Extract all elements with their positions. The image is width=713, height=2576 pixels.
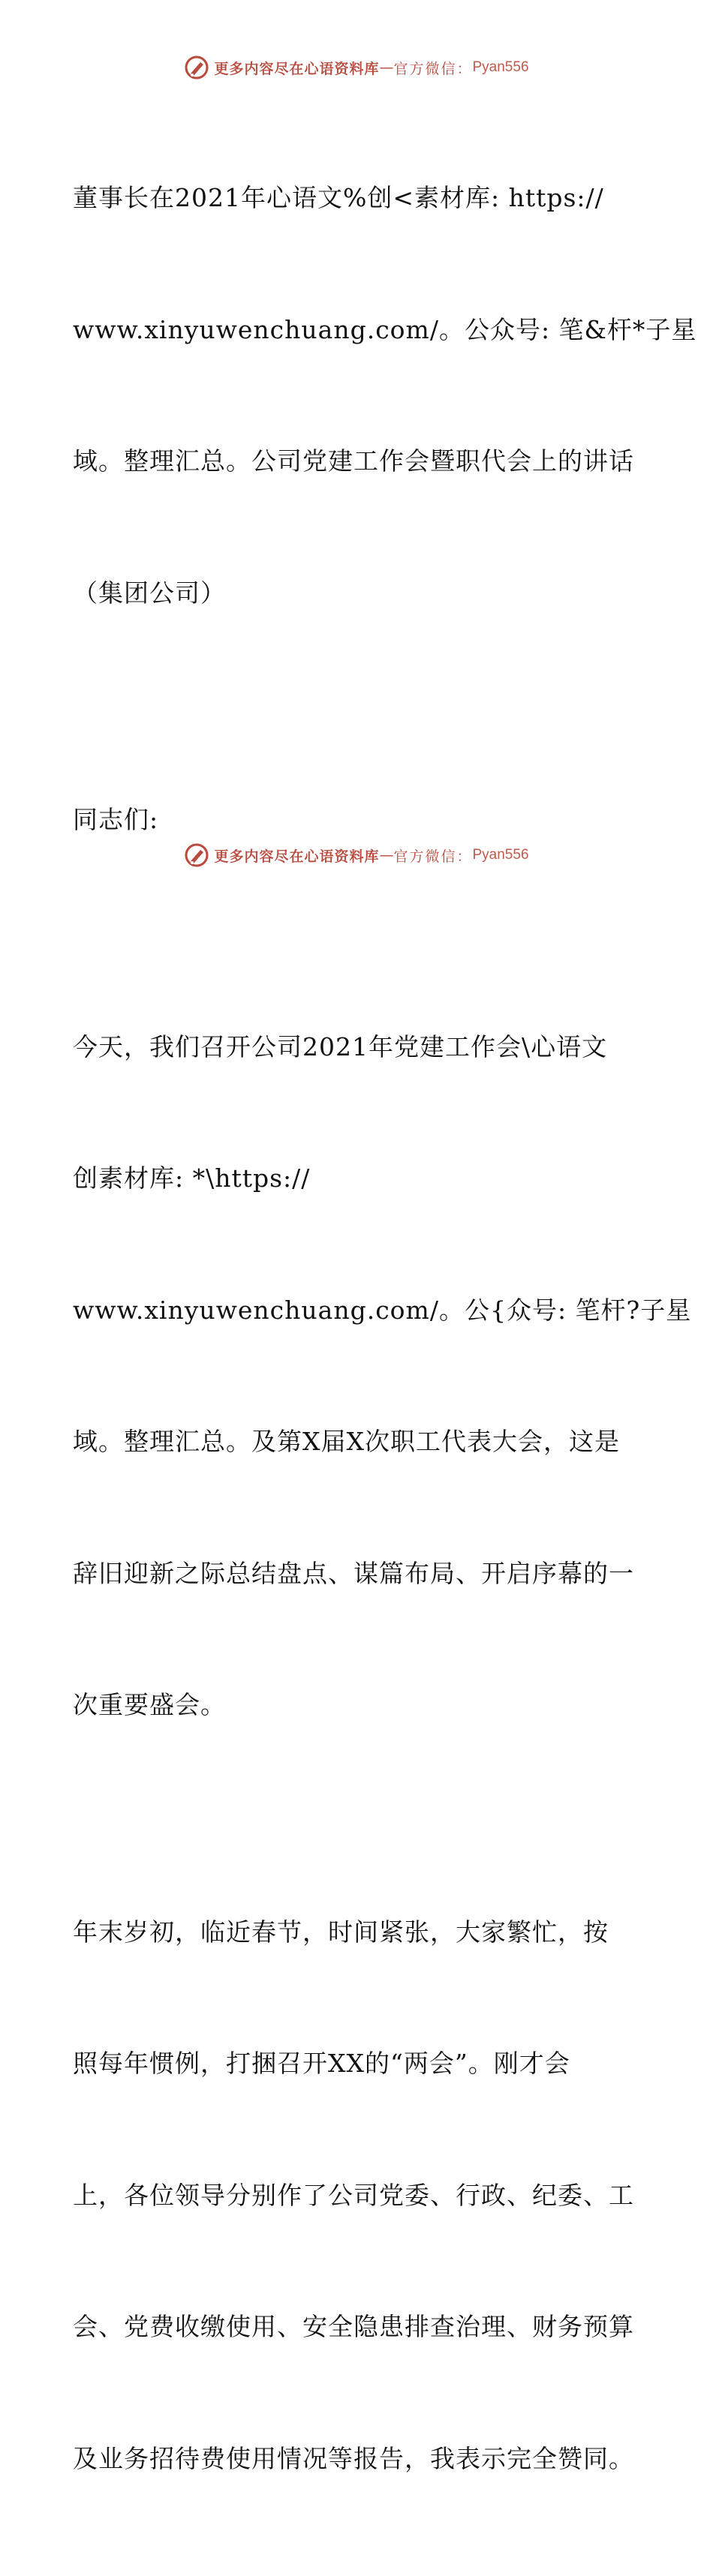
text-line: 域。整理汇总。及第X届X次职工代表大会，这是 [73, 1427, 620, 1456]
text-line: 董事长在2021年心语文%创<素材库: https:// [73, 183, 604, 212]
pen-logo-icon [184, 55, 209, 80]
pen-logo-icon [184, 842, 209, 868]
banner-account: Pyan556 [472, 847, 529, 863]
banner-separator: — [379, 847, 394, 863]
banner-account: Pyan556 [472, 59, 529, 75]
header-watermark-banner [0, 53, 713, 83]
text-line: 辞旧迎新之际总结盘点、谋篇布局、开启序幕的一 [73, 1558, 634, 1588]
text-line: www.xinyuwenchuang.com/。公众号: 笔&杆*子星 [73, 314, 697, 344]
paragraph-opening [73, 938, 692, 1815]
text-line: 域。整理汇总。公司党建工作会暨职代会上的讲话 [73, 446, 634, 476]
banner-label: 官方微信： [393, 60, 473, 77]
paragraph-reports [73, 1823, 643, 2569]
text-line: （集团公司） [73, 578, 226, 608]
text-line: 今天，我们召开公司2021年党建工作会\心语文 [73, 1031, 608, 1061]
banner-separator: — [379, 59, 394, 76]
text-line: 会、党费收缴使用、安全隐患排查治理、财务预算 [73, 2312, 634, 2341]
banner-text: 更多内容尽在心语资料库 [214, 848, 380, 865]
text-line: 年末岁初，临近春节，时间紧张，大家繁忙，按 [73, 1917, 609, 1947]
text-line: 次重要盛会。 [73, 1690, 226, 1719]
text-line: 上，各位领导分别作了公司党委、行政、纪委、工 [73, 2180, 634, 2210]
document-body [73, 89, 697, 2576]
paragraph-salutation [73, 710, 643, 930]
text-line: 照每年惯例，打捆召开XX的“两会”。刚才会 [73, 2049, 570, 2078]
banner-label: 官方微信： [393, 848, 473, 865]
text-line: 创素材库: *\https:// [73, 1163, 311, 1193]
text-line: 同志们: [73, 805, 159, 834]
text-line: www.xinyuwenchuang.com/。公{众号: 笔杆?子星 [73, 1295, 692, 1325]
banner-text: 更多内容尽在心语资料库 [214, 60, 380, 77]
text-line: 及业务招待费使用情况等报告，我表示完全赞同。 [73, 2443, 634, 2473]
footer-watermark-banner [0, 840, 713, 870]
paragraph-title [73, 89, 697, 703]
